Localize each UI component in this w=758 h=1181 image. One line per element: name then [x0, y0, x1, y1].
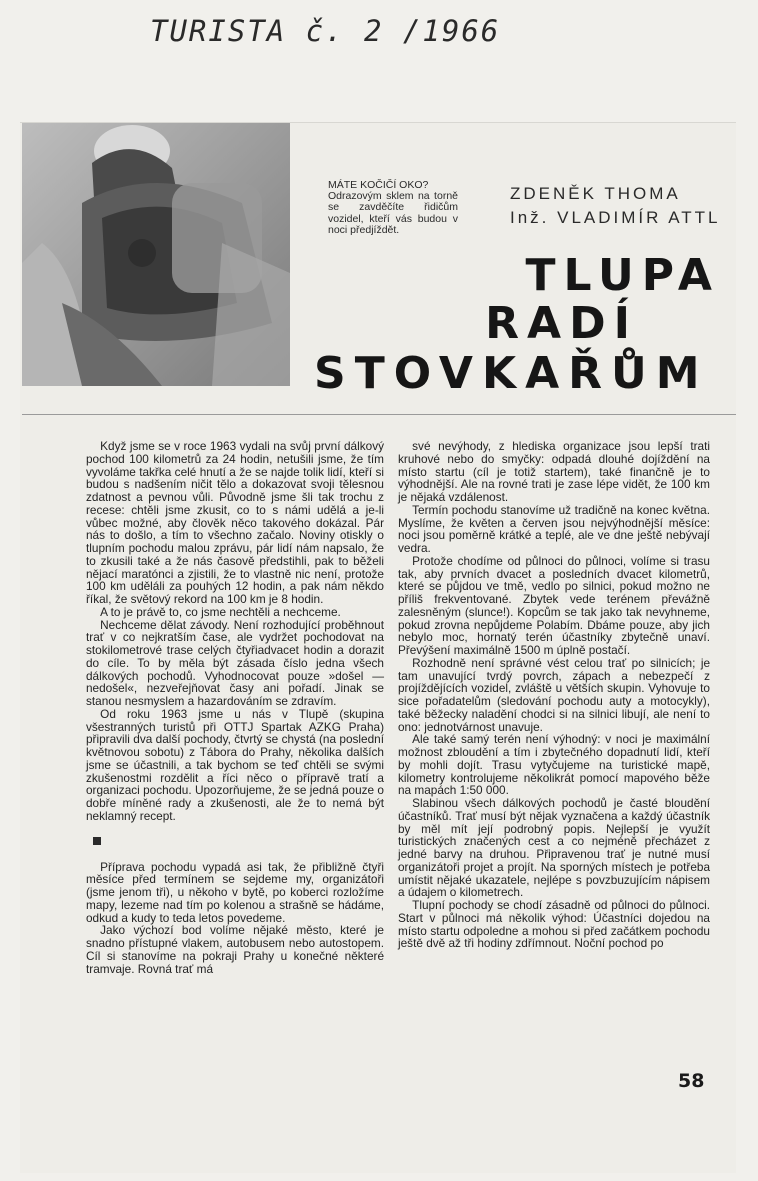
author-2: Inž. VLADIMÍR ATTL	[510, 208, 721, 227]
title-line-1: TLUPA	[525, 250, 720, 301]
left-column	[86, 440, 384, 975]
section-separator	[93, 837, 101, 845]
title-line-2: RADÍ	[485, 298, 638, 349]
paragraph: své nevýhody, z hlediska organizace jsou lepší trati kruhové nebo do smyčky: odpadá dlouhé dojíždění na místo startu (cíl je totiž startem), také finančně je to výhodnější. Ale na rovné trati je zase lépe vidět, že 100 km je nějaká vzdálenost.	[398, 439, 710, 504]
photo-image	[22, 123, 290, 386]
photo-hiker-backpack	[22, 123, 290, 386]
paragraph: Ale také samý terén není výhodný: v noci je maximální možnost zbloudění a tím i zbytečného dopadnutí lidí, kteří by mohli dojít. Trasu vytyčujeme na turistické mapě, kilometry kontrolujeme několikrát pomocí mapového běže na mapách 1:50 000.	[398, 732, 710, 798]
paragraph: Termín pochodu stanovíme už tradičně na konec května. Myslíme, že květen a červen jsou nejvýhodnější měsíce: noci jsou poměrně krátké a teplé, ale ve dne ještě nebývají vedra.	[398, 502, 710, 555]
paragraph: Slabinou všech dálkových pochodů je časté bloudění účastníků. Trať musí být nějak vyznačena a každý účastník by měl mít její podrobný popis. Nejlepší je využít turistických značených cest a co nejméně přecházet z jedné barvy na druhou. Připravenou trať je nutné musí organizátoři projet a projít. Na sporných místech je potřeba umístit nějaké ukazatele, nejlépe s povzbuzujícím nápisem a údajem o kilometrech.	[398, 796, 710, 900]
handwritten-note: TURISTA č. 2 /1966	[150, 14, 501, 48]
title-line-3: STOVKAŘŮM	[314, 348, 709, 399]
paragraph: Jako výchozí bod volíme nějaké město, které je snadno přístupné vlakem, autobusem nebo autostopem. Cíl si stanovíme na pokraji Prahy u konečné některé tramvaje. Rovná trať má	[86, 923, 384, 976]
paragraph: Když jsme se v roce 1963 vydali na svůj první dálkový pochod 100 kilometrů za 24 hodin, netušili jsme, že tím vyvoláme takřka celé hnutí a že se najde tolik lidí, kteří si budou s nadšením ničit tělo a dokazovat svoji tělesnou zdatnost a pevnou vůli. Původně jsme šli tak trochu z recese: chtěli jsme zkusit, co to s námi udělá a je-li vůbec možné, aby člověk něco takového dokázal. Pár nás to došlo, a tím to všechno začalo. Noviny otiskly o tlupním pochodu malou zprávu, pár lidí nám napsalo, že to zkusili také a že nás časově předstihli, pak to běželi nějací maratónci a zjistili, že to vlastně nic není, protože 100 km uděláli za pouhých 12 hodin, a pak nám někdo říkal, že světový rekord na 100 km je 8 hodin.	[86, 439, 384, 606]
authors	[510, 182, 736, 230]
paragraph: Od roku 1963 jsme u nás v Tlupě (skupina všestranných turistů při OTTJ Spartak AZKG Praha) připravili dva další pochody, čtvrtý se chystá (na poslední květnovou sobotu) z Tábora do Prahy, několika dalších jsme se účastnili, a tak bychom se teď chtěli se svými zkušenostmi rozdělit a říci něco o přípravě tratí a organizaci pochodu. Upozorňujeme, že se jedná pouze o dobře míněné rady a zkušenosti, ale že to nemá být neklamný recept.	[86, 706, 384, 823]
article-title	[300, 250, 736, 399]
paragraph: Příprava pochodu vypadá asi tak, že přibližně čtyři měsíce před termínem se sejdeme my, organizátoři (jsme jenom tři), u někoho v bytě, po koberci rozložíme mapy, lezeme nad tím po kolenou a strašně se hádáme, odkud a kudy to teda letos povedeme.	[86, 859, 384, 925]
author-1: ZDENĚK THOMA	[510, 184, 681, 203]
caption-body: Odrazovým sklem na torně se zavděčíte řidičům vozidel, kteří vás budou v noci předjíždět.	[328, 190, 458, 236]
page-number: 58	[678, 1070, 705, 1092]
divider-line	[22, 414, 736, 415]
paragraph: A to je právě to, co jsme nechtěli a nechceme.	[100, 604, 341, 619]
paragraph: Protože chodíme od půlnoci do půlnoci, volíme si trasu tak, aby prvních dvacet a posledních dvacet kilometrů, které se půjdou ve tmě, vedlo po silnici, pokud možno ne příliš frekventované. Zbytek vede terénem převážně zalesněným (slunce!). Kopcům se tak jako tak nevyhneme, pokud zrovna nepůjdeme Polabím. Dbáme pouze, aby jich nebylo moc, hornatý terén účastníky zbytečně unaví. Převýšení maximálně 1500 m úplně postačí.	[398, 553, 710, 657]
paragraph: Rozhodně není správné vést celou trať po silnicích; je tam unavující tvrdý povrch, zápach a nebezpečí z projíždějících vozidel, zvláště u větších skupin. Vyhovuje to sice pořadatelům (sledování pochodu auty a motocykly), také běžecky naladění chodci si na silnici libují, ale není to ono: jednotvárnost unavuje.	[398, 655, 710, 734]
caption-title: MÁTE KOČIČÍ OKO?	[328, 179, 429, 191]
right-column	[398, 440, 710, 950]
paragraph: Tlupní pochody se chodí zásadně od půlnoci do půlnoci. Start v půlnoci má několik výhod: Účastníci dojedou na místo startu odpoledne a mohou si před začátkem pochodu ještě dvě až tři hodiny zdřímnout. Noční pochod po	[398, 898, 710, 951]
photo-caption	[328, 180, 458, 236]
paragraph: Nechceme dělat závody. Není rozhodující proběhnout trať v co nejkratším čase, ale vydržet pochodovat na stokilometrové trase celých čtyřiadvacet hodin a dorazit do cíle. To by měla být zásada číslo jedna všech dálkových pochodů. Vyhodnocovat pouze »došel — nedošel«, nezveřejňovat časy ani pořadí. Jinak se stanou nesmyslem a hazardováním se zdravím.	[86, 617, 384, 708]
